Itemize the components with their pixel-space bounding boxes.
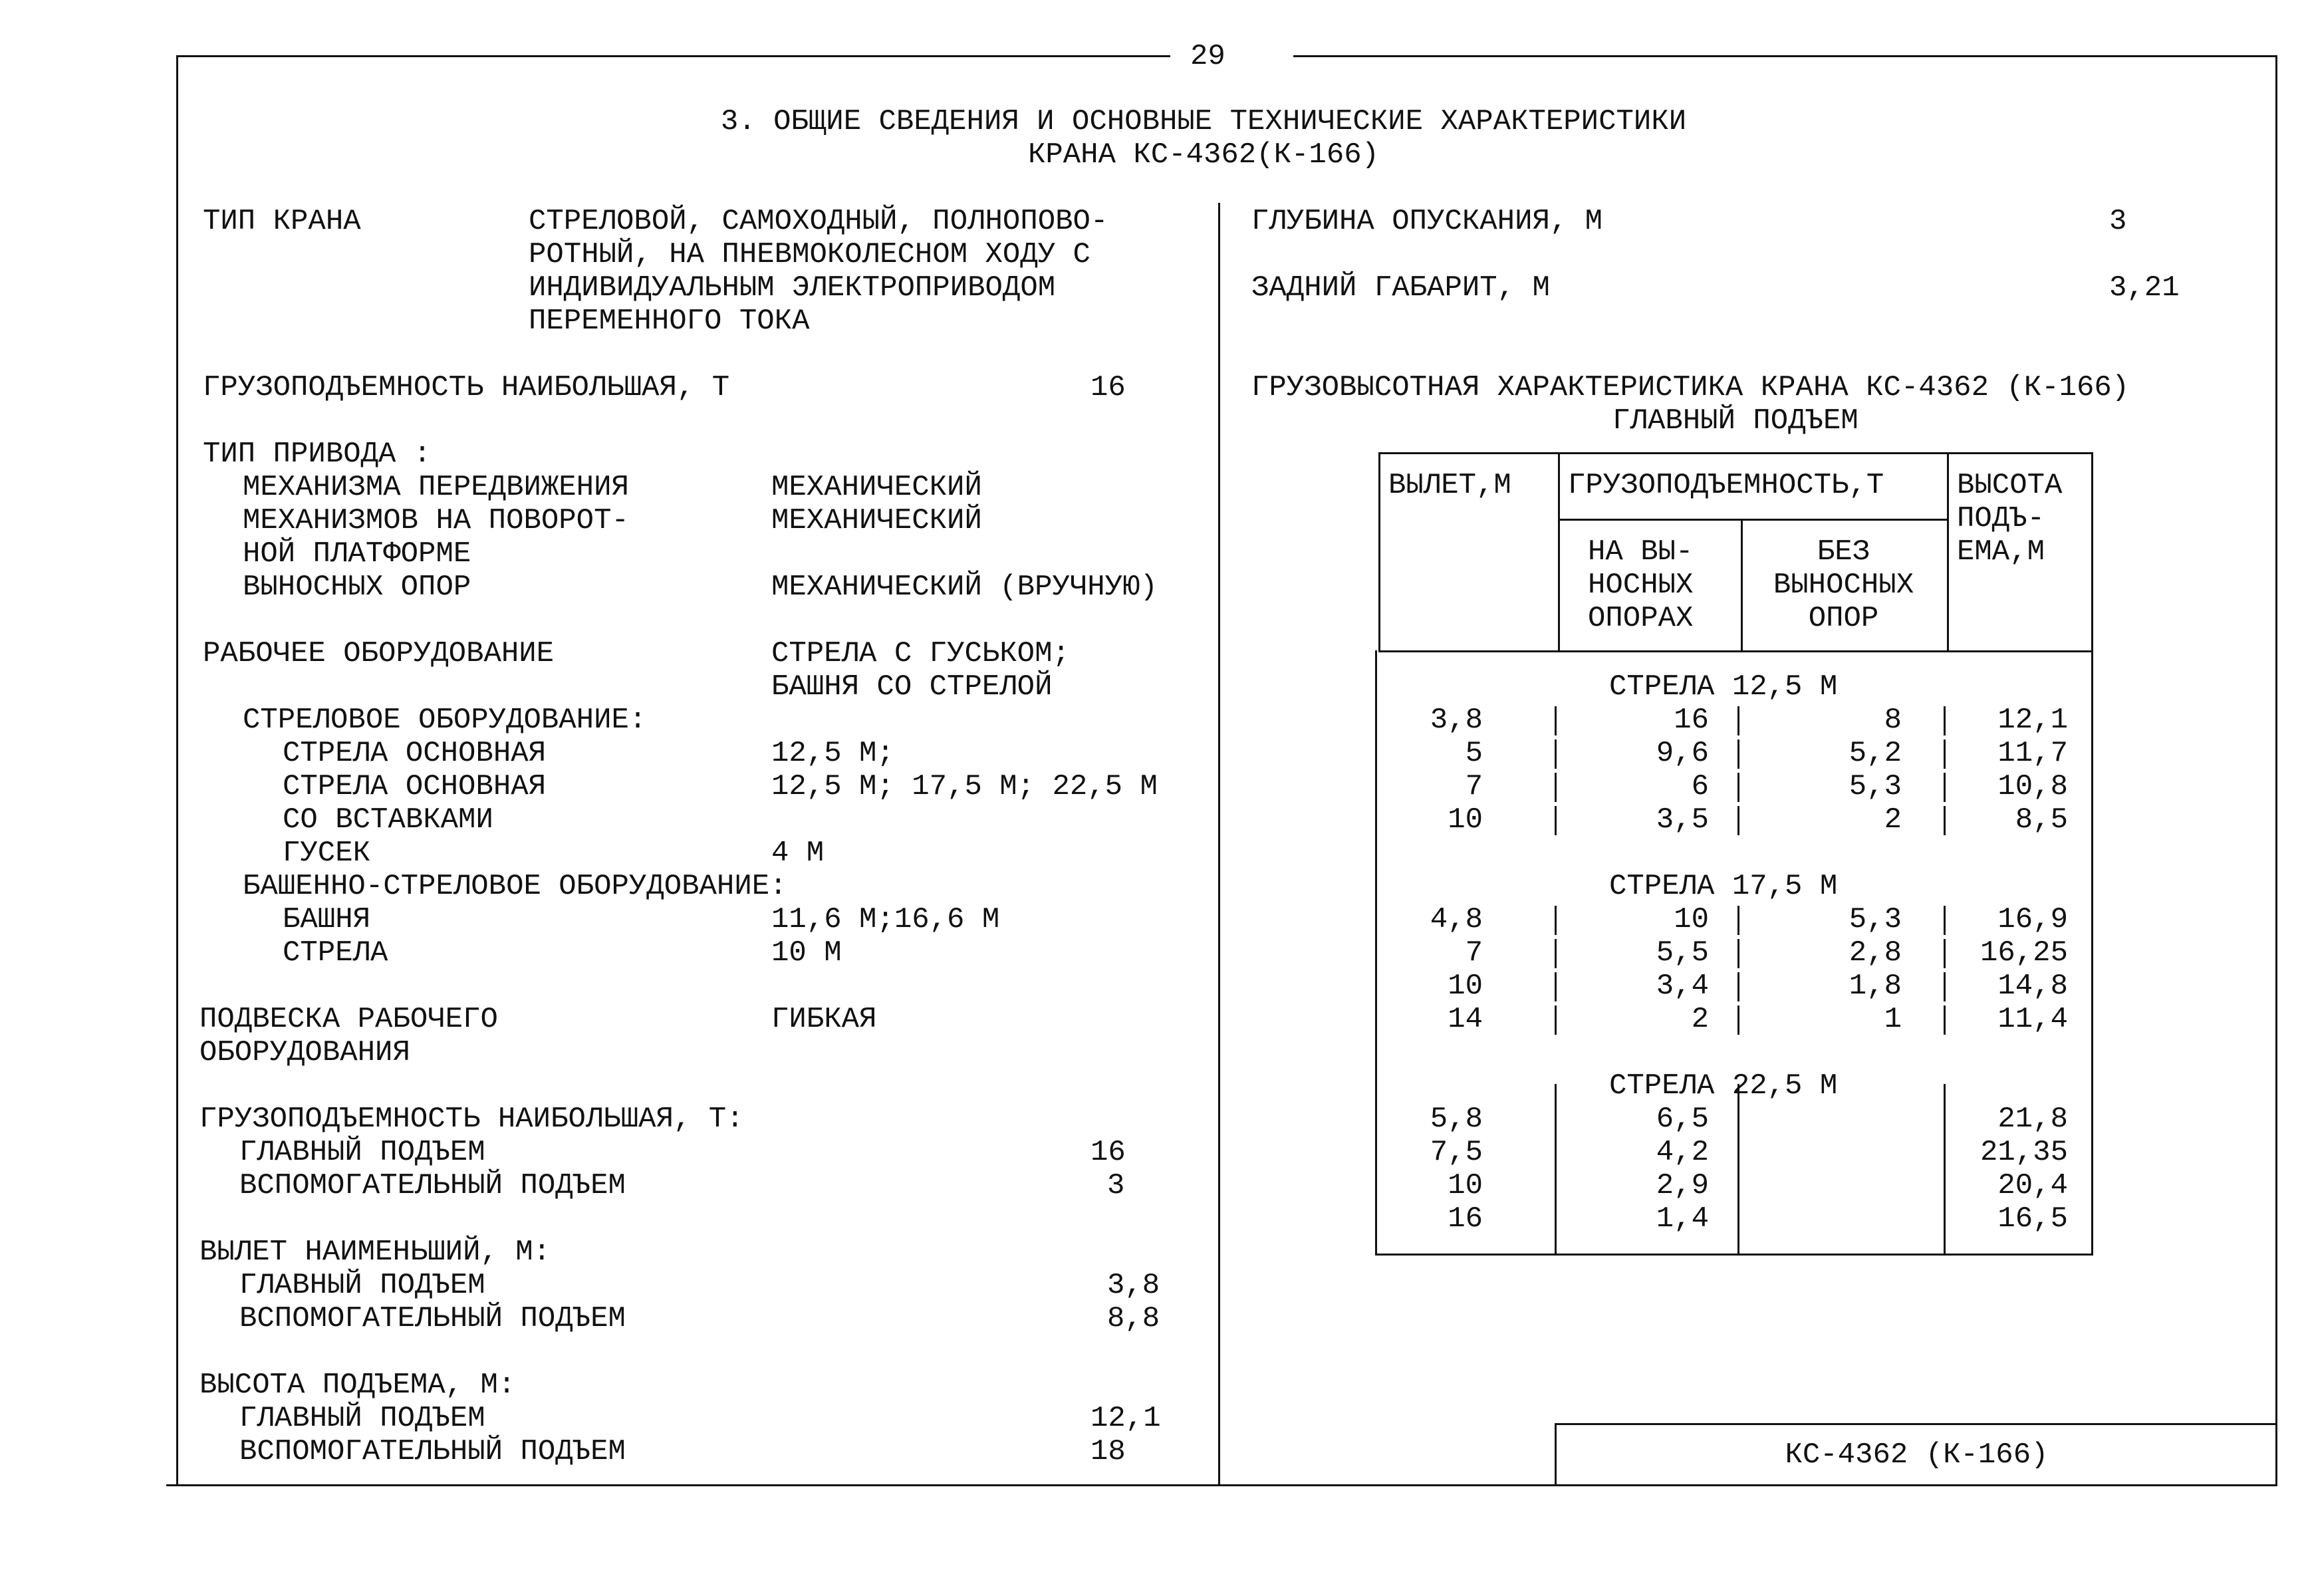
header-capacity: ГРУЗОПОДЪЕМНОСТЬ,Т xyxy=(1568,469,1884,502)
group-title: СТРЕЛА 12,5 М xyxy=(1609,670,1838,704)
cell-reach: 10 xyxy=(1448,970,1483,1003)
drive-item-value-2: МЕХАНИЧЕСКИЙ xyxy=(771,504,982,537)
cell-capacity-without: 8 xyxy=(1884,704,1902,737)
boom-item-label-4: ГУСЕК xyxy=(283,837,371,870)
header-with-3: ОПОРАХ xyxy=(1588,602,1694,635)
drive-item-value-4: МЕХАНИЧЕСКИЙ (ВРУЧНУЮ) xyxy=(771,571,1158,604)
row-separator xyxy=(1737,939,1739,968)
drive-item-value-1: МЕХАНИЧЕСКИЙ xyxy=(771,471,982,504)
table-left-border xyxy=(1378,452,1380,652)
header-height-1: ВЫСОТА xyxy=(1957,469,2063,502)
suspension-label-1: ПОДВЕСКА РАБОЧЕГО xyxy=(199,1003,498,1036)
tower-equip-label: БАШЕННО-СТРЕЛОВОЕ ОБОРУДОВАНИЕ: xyxy=(243,870,787,903)
table-col-sep-1 xyxy=(1558,452,1560,652)
lift-height-item-label-2: ВСПОМОГАТЕЛЬНЫЙ ПОДЪЕМ xyxy=(239,1435,626,1468)
table-left-border-lower xyxy=(1375,650,1377,1256)
cell-height: 16,5 xyxy=(1997,1202,2068,1236)
boom-item-value-2: 12,5 М; 17,5 М; 22,5 М xyxy=(771,770,1158,803)
capacity-label: ГРУЗОПОДЪЕМНОСТЬ НАИБОЛЬШАЯ, Т: xyxy=(199,1103,744,1136)
drive-item-label-4: ВЫНОСНЫХ ОПОР xyxy=(243,571,471,604)
row-separator xyxy=(1555,773,1557,802)
drive-type-label: ТИП ПРИВОДА : xyxy=(203,438,432,471)
header-without-2: ВЫНОСНЫХ xyxy=(1773,569,1914,602)
cell-reach: 16 xyxy=(1448,1202,1483,1236)
capacity-item-label-1: ГЛАВНЫЙ ПОДЪЕМ xyxy=(239,1136,485,1169)
frame-top-right xyxy=(1293,55,2277,57)
header-with-1: НА ВЫ- xyxy=(1588,535,1694,569)
drive-item-label-1: МЕХАНИЗМА ПЕРЕДВИЖЕНИЯ xyxy=(243,471,629,504)
row-separator xyxy=(1555,1138,1557,1168)
row-separator xyxy=(1944,1105,1946,1134)
row-separator xyxy=(1737,1172,1739,1201)
crane-type-value-2: РОТНЫЙ, НА ПНЕВМОКОЛЕСНОМ ХОДУ С xyxy=(529,238,1090,271)
min-reach-item-label-1: ГЛАВНЫЙ ПОДЪЕМ xyxy=(239,1269,485,1302)
crane-type-value-3: ИНДИВИДУАЛЬНЫМ ЭЛЕКТРОПРИВОДОМ xyxy=(529,271,1056,305)
group-title: СТРЕЛА 17,5 М xyxy=(1609,870,1838,903)
work-equip-value-2: БАШНЯ СО СТРЕЛОЙ xyxy=(771,670,1053,704)
row-separator xyxy=(1555,806,1557,835)
cell-reach: 7,5 xyxy=(1430,1136,1483,1169)
cell-height: 20,4 xyxy=(1997,1169,2068,1202)
table-right-border xyxy=(2091,452,2093,1256)
cell-capacity-without: 2 xyxy=(1884,803,1902,837)
lift-height-item-value-2: 18 xyxy=(1090,1435,1126,1468)
cell-height: 12,1 xyxy=(1997,704,2068,737)
row-separator xyxy=(1555,1105,1557,1134)
frame-left xyxy=(176,55,178,1485)
work-equip-value-1: СТРЕЛА С ГУСЬКОМ; xyxy=(771,637,1070,670)
cell-height: 11,4 xyxy=(1997,1003,2068,1036)
boom-item-value-4: 4 М xyxy=(771,837,825,870)
depth-label: ГЛУБИНА ОПУСКАНИЯ, М xyxy=(1251,205,1603,238)
rear-value: 3,21 xyxy=(2109,271,2180,305)
cell-capacity-with: 1,4 xyxy=(1656,1202,1709,1236)
suspension-label-2: ОБОРУДОВАНИЯ xyxy=(199,1036,410,1069)
row-separator xyxy=(1944,1172,1946,1201)
header-reach: ВЫЛЕТ,М xyxy=(1388,469,1511,502)
table-title-2: ГЛАВНЫЙ ПОДЪЕМ xyxy=(1612,404,1858,438)
crane-type-value-1: СТРЕЛОВОЙ, САМОХОДНЫЙ, ПОЛНОПОВО- xyxy=(529,205,1108,238)
table-col-sep-3 xyxy=(1947,452,1949,652)
header-height-2: ПОДЪ- xyxy=(1957,502,2045,535)
cell-capacity-with: 3,4 xyxy=(1656,970,1709,1003)
cell-capacity-with: 6,5 xyxy=(1656,1103,1709,1136)
row-separator xyxy=(1944,1005,1946,1035)
row-separator xyxy=(1555,1205,1557,1234)
cell-capacity-without: 2,8 xyxy=(1849,936,1902,970)
drive-item-label-2: МЕХАНИЗМОВ НА ПОВОРОТ- xyxy=(243,504,629,537)
row-separator xyxy=(1555,1172,1557,1201)
cell-capacity-without: 5,3 xyxy=(1849,903,1902,936)
cell-height: 10,8 xyxy=(1997,770,2068,803)
row-separator xyxy=(1944,806,1946,835)
table-sub-header-line xyxy=(1558,519,1949,521)
frame-bottom xyxy=(166,1484,2277,1486)
boom-item-label-3: СО ВСТАВКАМИ xyxy=(283,803,493,837)
frame-right xyxy=(2275,55,2277,1485)
cell-height: 11,7 xyxy=(1997,737,2068,770)
header-with-2: НОСНЫХ xyxy=(1588,569,1694,602)
drive-item-label-3: НОЙ ПЛАТФОРМЕ xyxy=(243,537,471,571)
cell-reach: 14 xyxy=(1448,1003,1483,1036)
row-separator xyxy=(1555,706,1557,735)
cell-height: 21,35 xyxy=(1980,1136,2068,1169)
crane-type-value-4: ПЕРЕМЕННОГО ТОКА xyxy=(529,305,810,338)
row-separator xyxy=(1555,1005,1557,1035)
cell-reach: 3,8 xyxy=(1430,704,1483,737)
cell-capacity-with: 9,6 xyxy=(1656,737,1709,770)
row-separator xyxy=(1555,739,1557,769)
stamp-label: КС-4362 (К-166) xyxy=(1785,1438,2049,1472)
stamp-top xyxy=(1555,1423,2277,1425)
cell-reach: 7 xyxy=(1465,770,1483,803)
column-divider xyxy=(1218,203,1220,1485)
cell-capacity-without: 1 xyxy=(1884,1003,1902,1036)
depth-value: 3 xyxy=(2109,205,2127,238)
cell-capacity-with: 10 xyxy=(1674,903,1709,936)
min-reach-item-value-1: 3,8 xyxy=(1107,1269,1160,1302)
lift-height-item-value-1: 12,1 xyxy=(1090,1402,1161,1435)
header-without-1: БЕЗ xyxy=(1817,535,1870,569)
table-header-bottom xyxy=(1378,650,2093,652)
cell-capacity-without: 1,8 xyxy=(1849,970,1902,1003)
cell-capacity-with: 4,2 xyxy=(1656,1136,1709,1169)
tower-item-label-2: СТРЕЛА xyxy=(283,936,388,970)
row-separator xyxy=(1737,806,1739,835)
header-height-3: ЕМА,М xyxy=(1957,535,2045,569)
tower-item-value-1: 11,6 М;16,6 М xyxy=(771,903,1000,936)
row-separator xyxy=(1944,706,1946,735)
cell-capacity-with: 2 xyxy=(1691,1003,1709,1036)
work-equip-label: РАБОЧЕЕ ОБОРУДОВАНИЕ xyxy=(203,637,555,670)
cell-height: 14,8 xyxy=(1997,970,2068,1003)
min-reach-item-label-2: ВСПОМОГАТЕЛЬНЫЙ ПОДЪЕМ xyxy=(239,1302,626,1335)
frame-top-left xyxy=(176,55,1170,57)
row-separator xyxy=(1555,906,1557,935)
cell-reach: 5,8 xyxy=(1430,1103,1483,1136)
title-line-2: КРАНА КС-4362(К-166) xyxy=(1027,138,1380,172)
page-number: 29 xyxy=(1190,40,1225,73)
lift-height-label: ВЫСОТА ПОДЪЕМА, М: xyxy=(199,1369,516,1402)
min-reach-label: ВЫЛЕТ НАИМЕНЬШИЙ, М: xyxy=(199,1236,551,1269)
table-top-border xyxy=(1378,452,2093,454)
cell-capacity-without: 5,2 xyxy=(1849,737,1902,770)
title-line-1: 3. ОБЩИЕ СВЕДЕНИЯ И ОСНОВНЫЕ ТЕХНИЧЕСКИЕ ХАРАКТЕРИСТИКИ xyxy=(720,105,1687,138)
row-separator xyxy=(1737,906,1739,935)
row-separator xyxy=(1944,906,1946,935)
boom-equip-label: СТРЕЛОВОЕ ОБОРУДОВАНИЕ: xyxy=(243,704,647,737)
row-separator xyxy=(1737,739,1739,769)
max-capacity-label: ГРУЗОПОДЪЕМНОСТЬ НАИБОЛЬШАЯ, Т xyxy=(203,371,730,404)
cell-capacity-with: 6 xyxy=(1691,770,1709,803)
capacity-item-value-2: 3 xyxy=(1107,1169,1125,1202)
cell-reach: 4,8 xyxy=(1430,903,1483,936)
table-title-1: ГРУЗОВЫСОТНАЯ ХАРАКТЕРИСТИКА КРАНА КС-4362 (К-166) xyxy=(1251,371,2130,404)
tower-item-value-2: 10 М xyxy=(771,936,842,970)
row-separator xyxy=(1737,1105,1739,1134)
max-capacity-value: 16 xyxy=(1090,371,1126,404)
row-separator xyxy=(1737,706,1739,735)
row-separator xyxy=(1737,1138,1739,1168)
cell-capacity-with: 5,5 xyxy=(1656,936,1709,970)
row-separator xyxy=(1555,972,1557,1001)
row-separator xyxy=(1944,939,1946,968)
cell-height: 16,25 xyxy=(1980,936,2068,970)
group-title: СТРЕЛА 22,5 М xyxy=(1609,1069,1838,1103)
cell-capacity-with: 2,9 xyxy=(1656,1169,1709,1202)
row-separator xyxy=(1944,972,1946,1001)
lift-height-item-label-1: ГЛАВНЫЙ ПОДЪЕМ xyxy=(239,1402,485,1435)
cell-height: 8,5 xyxy=(2015,803,2068,837)
row-separator xyxy=(1737,1205,1739,1234)
tower-item-label-1: БАШНЯ xyxy=(283,903,371,936)
row-separator xyxy=(1944,739,1946,769)
row-separator xyxy=(1737,972,1739,1001)
row-separator xyxy=(1944,1205,1946,1234)
cell-reach: 7 xyxy=(1465,936,1483,970)
cell-reach: 10 xyxy=(1448,803,1483,837)
cell-height: 21,8 xyxy=(1997,1103,2068,1136)
cell-reach: 5 xyxy=(1465,737,1483,770)
capacity-item-label-2: ВСПОМОГАТЕЛЬНЫЙ ПОДЪЕМ xyxy=(239,1169,626,1202)
cell-capacity-with: 3,5 xyxy=(1656,803,1709,837)
table-bottom-border xyxy=(1375,1254,2093,1256)
row-separator xyxy=(1737,1005,1739,1035)
min-reach-item-value-2: 8,8 xyxy=(1107,1302,1160,1335)
suspension-value: ГИБКАЯ xyxy=(771,1003,877,1036)
crane-type-label: ТИП КРАНА xyxy=(203,205,361,238)
row-separator xyxy=(1737,773,1739,802)
row-separator xyxy=(1555,939,1557,968)
cell-height: 16,9 xyxy=(1997,903,2068,936)
header-without-3: ОПОР xyxy=(1808,602,1879,635)
row-separator xyxy=(1944,773,1946,802)
row-separator xyxy=(1944,1138,1946,1168)
cell-capacity-with: 16 xyxy=(1674,704,1709,737)
boom-item-label-1: СТРЕЛА ОСНОВНАЯ xyxy=(283,737,547,770)
boom-item-label-2: СТРЕЛА ОСНОВНАЯ xyxy=(283,770,547,803)
cell-reach: 10 xyxy=(1448,1169,1483,1202)
rear-label: ЗАДНИЙ ГАБАРИТ, М xyxy=(1251,271,1550,305)
boom-item-value-1: 12,5 М; xyxy=(771,737,894,770)
cell-capacity-without: 5,3 xyxy=(1849,770,1902,803)
capacity-item-value-1: 16 xyxy=(1090,1136,1126,1169)
